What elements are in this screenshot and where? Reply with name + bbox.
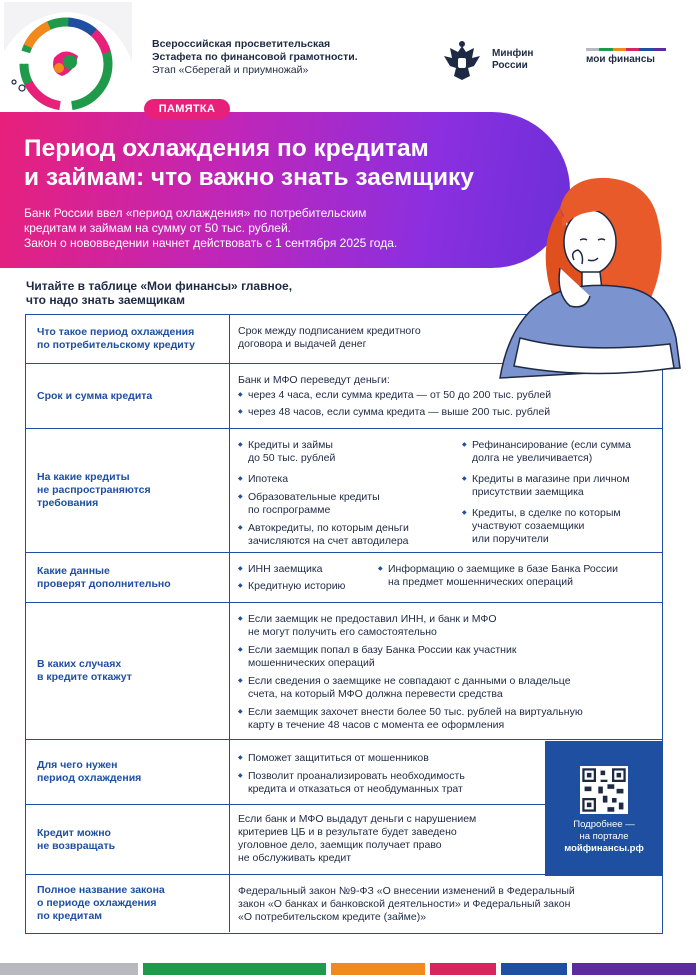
bullet-item: ◆ Автокредиты, по которым деньги зачисляются на счет автодилера	[248, 522, 409, 548]
bullet-item: ◆ Кредиты в магазине при личном присутствии заемщика	[472, 473, 630, 499]
bullet-item: ◆ Поможет защититься от мошенников	[248, 752, 429, 765]
label-line: в кредите откажут	[37, 671, 132, 683]
more-info-box[interactable]	[545, 741, 663, 876]
subtitle-line-3: Закон о нововведении начнет действовать с 1 сентября 2025 года.	[24, 236, 398, 250]
subtitle-line-1: Банк России ввел «период охлаждения» по потребительским	[24, 206, 367, 220]
intro-text	[26, 279, 292, 307]
bullet-item: ◆ Если заемщик захочет внести более 50 тыс. рублей на виртуальную карту в течение 48 часов с момента ее оформления	[248, 706, 583, 732]
row-label	[26, 429, 230, 552]
bullet-item: ◆ через 48 часов, если сумма кредита — выше 200 тыс. рублей	[248, 406, 550, 419]
footer-stripe	[430, 963, 496, 975]
footer-stripe	[331, 963, 425, 975]
label-line: Кредит можно	[37, 826, 111, 839]
eagle-emblem-icon	[440, 40, 484, 82]
footer-color-bar	[0, 963, 696, 975]
label-line: требования	[37, 497, 99, 509]
bullet-item: ◆ Если заемщик не предоставил ИНН, и банк и МФО не могут получить его самостоятельно	[248, 613, 497, 639]
label-line: Для чего нужен	[37, 759, 118, 771]
minfin-name	[492, 48, 533, 72]
moi-finansy-stripes	[586, 48, 666, 51]
label-line: Какие данные	[37, 564, 110, 577]
intro-line-1: Читайте в таблице «Мои финансы» главное,	[26, 279, 293, 293]
footer-stripe	[501, 963, 567, 975]
table-row	[26, 875, 662, 932]
cell-text: договора и выдачей денег	[238, 338, 367, 350]
label-line: В каких случаях	[37, 658, 122, 670]
minfin-line-1: Минфин	[492, 48, 534, 59]
table-row	[26, 553, 662, 603]
contest-title	[152, 38, 358, 77]
table-row	[26, 429, 662, 553]
bullet-item: ◆ Если сведения о заемщике не совпадают с данными о владельце счета, на который МФО должна перевести средства	[248, 675, 571, 701]
label-line: проверят дополнительно	[37, 577, 171, 590]
label-line: по кредитам	[37, 910, 103, 922]
cell-text: критериев ЦБ и в результате будет заведено	[238, 826, 457, 838]
minfin-line-2: России	[492, 60, 528, 71]
footer-stripe	[143, 963, 326, 975]
woman-illustration-icon	[490, 168, 696, 388]
contest-line-2: Эстафета по финансовой грамотности.	[152, 51, 358, 63]
row-content	[238, 603, 656, 739]
row-content	[238, 553, 656, 602]
row-label	[26, 603, 230, 739]
row-label	[26, 740, 230, 804]
moi-finansy-text: мои финансы	[586, 54, 655, 65]
footer-stripe	[572, 963, 696, 975]
portal-link[interactable]: мойфинансы.рф	[564, 843, 644, 854]
label-line: Полное название закона	[37, 884, 165, 896]
memo-tag: ПАМЯТКА	[144, 99, 230, 119]
row-content	[238, 429, 656, 552]
cell-text: не обслуживать кредит	[238, 852, 352, 864]
cell-text: уголовное дело, заемщик получает право	[238, 839, 442, 851]
bullet-item: ◆ через 4 часа, если сумма кредита — от 50 до 200 тыс. рублей	[248, 389, 551, 402]
cell-text: Срок между подписанием кредитного	[238, 325, 421, 337]
contest-line-3: Этап «Сберегай и приумножай»	[152, 64, 309, 76]
row-label	[26, 553, 230, 602]
cell-text: Федеральный закон №9-ФЗ «О внесении изменений в Федеральный	[238, 885, 575, 897]
table-row	[26, 603, 662, 740]
label-line: не распространяются	[37, 484, 151, 496]
bullet-item: ◆ ИНН заемщика	[248, 563, 323, 576]
bullet-item: ◆ Информацию о заемщике в базе Банка России на предмет мошеннических операций	[388, 563, 618, 589]
intro-line-2: что надо знать заемщикам	[26, 293, 185, 307]
more-info-text	[545, 819, 663, 855]
row-label	[26, 805, 230, 874]
more-info-line-1: Подробнее —	[573, 819, 635, 830]
label-line: период охлаждения	[37, 772, 142, 784]
contest-logo-icon	[4, 2, 132, 120]
label-line: не возвращать	[37, 839, 116, 852]
label-line: Что такое период охлаждения	[37, 326, 195, 338]
cell-text: Банк и МФО переведут деньги:	[238, 374, 390, 386]
cell-text: Если банк и МФО выдадут деньги с нарушением	[238, 813, 477, 825]
label-line: Срок и сумма кредита	[37, 389, 153, 402]
bullet-item: ◆ Если заемщик попал в базу Банка России как участник мошеннических операций	[248, 644, 516, 670]
bullet-item: ◆ Ипотека	[248, 473, 288, 486]
bullet-item: ◆ Кредиты, в сделке по которым участвуют созаемщики или поручители	[472, 507, 621, 546]
moi-finansy-logo	[586, 48, 666, 65]
cell-text: закон «О банках и банковской деятельности» и Федеральный закон	[238, 898, 571, 910]
row-label	[26, 364, 230, 428]
more-info-line-2: на портале	[579, 831, 629, 842]
bullet-item: ◆ Кредитную историю	[248, 580, 345, 593]
label-line: по потребительскому кредиту	[37, 339, 195, 351]
contest-line-1: Всероссийская просветительская	[152, 38, 331, 50]
label-line: о периоде охлаждения	[37, 897, 157, 909]
qr-code-icon[interactable]	[580, 766, 628, 814]
footer-stripe	[0, 963, 138, 975]
page-title	[24, 134, 544, 192]
title-line-1: Период охлаждения по кредитам	[24, 135, 429, 162]
subtitle-line-2: кредитам и займам на сумму от 50 тыс. рублей.	[24, 221, 291, 235]
title-line-2: и займам: что важно знать заемщику	[24, 164, 474, 191]
label-line: На какие кредиты	[37, 471, 130, 483]
row-label	[26, 315, 230, 363]
bullet-item: ◆ Образовательные кредиты по госпрограмме	[248, 491, 380, 517]
row-content	[238, 875, 656, 932]
bullet-item: ◆ Позволит проанализировать необходимость кредита и отказаться от необдуманных трат	[248, 770, 465, 796]
cell-text: «О потребительском кредите (займе)»	[238, 911, 427, 923]
row-label	[26, 875, 230, 932]
bullet-item: ◆ Рефинансирование (если сумма долга не увеличивается)	[472, 439, 631, 465]
banner-subtitle	[24, 206, 494, 251]
bullet-item: ◆ Кредиты и займы до 50 тыс. рублей	[248, 439, 335, 465]
